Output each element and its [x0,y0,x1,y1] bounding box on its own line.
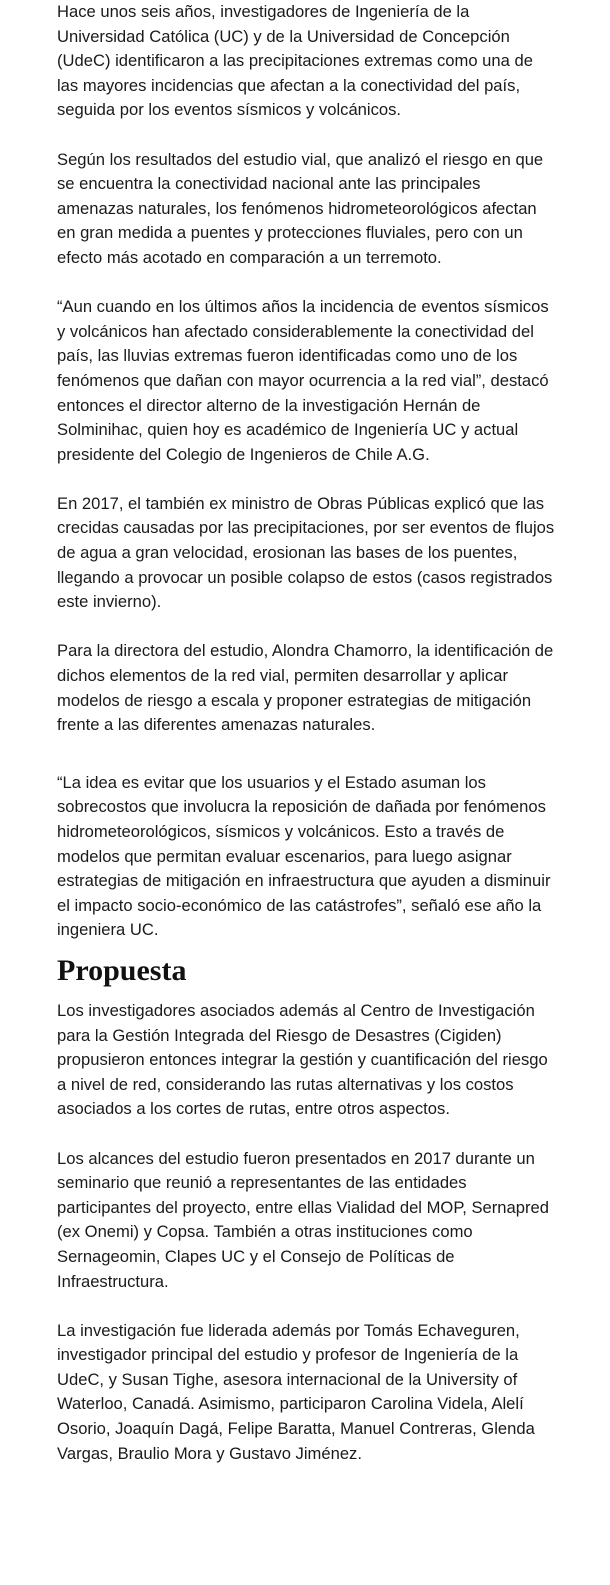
paragraph-2: Según los resultados del estudio vial, que analizó el riesgo en que se encuentra la conectividad nacional ante las principales amenazas naturales, los fenómenos hidrometeorológicos afectan en gran medida a puentes y protecciones fluviales, pero con un efecto más acotado en comparación a un terremoto. [57,149,544,267]
article-body [57,0,557,1466]
paragraph-1: Hace unos seis años, investigadores de Ingeniería de la Universidad Católica (UC) y de la Universidad de Concepción (UdeC) identificaron a las precipitaciones extremas como una de las mayores incidencias que afectan a la conectividad del país, seguida por los eventos sísmicos y volcánicos. [57,2,533,120]
paragraph-5: Para la directora del estudio, Alondra Chamorro, la identificación de dichos elementos de la red vial, permiten desarrollar y aplicar modelos de riesgo a escala y proponer estrategias de mitigación frente a las diferentes amenazas naturales. [57,641,554,735]
paragraph-9: La investigación fue liderada además por Tomás Echaveguren, investigador principal del estudio y profesor de Ingeniería de la UdeC, y Susan Tighe, asesora internacional de la University of Waterloo, Canadá. Asimismo, participaron Carolina Videla, Alelí Osorio, Joaquín Dagá, Felipe Baratta, Manuel Contreras, Glenda Vargas, Braulio Mora y Gustavo Jiménez. [57,1320,535,1463]
paragraph-8: Los alcances del estudio fueron presentados en 2017 durante un seminario que reunió a representantes de las entidades participantes del proyecto, entre ellas Vialidad del MOP, Sernapred (ex Onemi) y Copsa. También a otras instituciones como Sernageomin, Clapes UC y el Consejo de Políticas de Infraestructura. [57,1148,549,1291]
paragraph-spacer [57,738,557,771]
paragraph-spacer [57,1122,557,1147]
paragraph-6: “La idea es evitar que los usuarios y el Estado asuman los sobrecostos que involucra la reposición de dañada por fenómenos hidrometeorológicos, sísmicos y volcánicos. Esto a través de modelos que permitan evaluar escenarios, para luego asignar estrategias de mitigación en infraestructura que ayuden a disminuir el impacto socio-económico de las catástrofes”, señaló ese año la ingeniera UC. [57,772,551,940]
section-heading: Propuesta [57,953,187,987]
paragraph-spacer [57,123,557,148]
paragraph-spacer [57,271,557,296]
paragraph-4: En 2017, el también ex ministro de Obras Públicas explicó que las crecidas causadas por las precipitaciones, por ser eventos de flujos de agua a gran velocidad, erosionan las bases de los puentes, llegando a provocar un posible colapso de estos (casos registrados este invierno). [57,493,555,612]
paragraph-spacer [57,1294,557,1319]
paragraph-3: “Aun cuando en los últimos años la incidencia de eventos sísmicos y volcánicos han afectado considerablemente la conectividad del país, las lluvias extremas fueron identificadas como uno de los fenómenos que dañan con mayor ocurrencia a la red vial”, destacó entonces el director alterno de la investigación Hernán de Solminihac, quien hoy es académico de Ingeniería UC y actual presidente del Colegio de Ingenieros de Chile A.G. [57,297,549,464]
paragraph-7: Los investigadores asociados además al Centro de Investigación para la Gestión Integrada del Riesgo de Desastres (Cigiden) propusieron entonces integrar la gestión y cuantificación del riesgo a nivel de red, considerando las rutas alternativas y los costos asociados a los cortes de rutas, entre otros aspectos. [57,1000,548,1119]
paragraph-spacer [57,615,557,640]
paragraph-spacer [57,467,557,492]
